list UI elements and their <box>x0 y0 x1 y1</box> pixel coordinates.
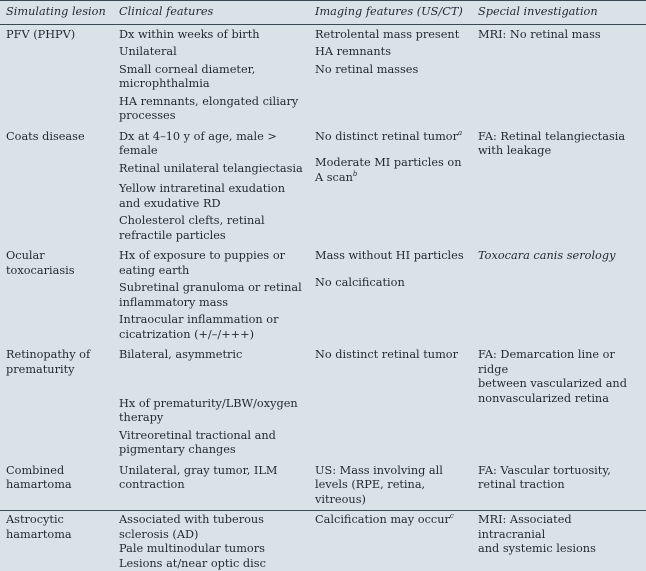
imaging-cell: No distinct retinal tumor <box>315 348 458 361</box>
clinical-cell: Bilateral, asymmetric Hx of prematurity/LBW/oxygen therapy Vitreoretinal tractional and pigmentary changes <box>119 348 298 456</box>
header-simulating-lesion: Simulating lesion <box>0 1 113 25</box>
table-row <box>0 513 646 571</box>
footnote-marker: a <box>458 128 463 137</box>
table-bottom-rule <box>0 510 646 511</box>
table-row <box>0 348 646 464</box>
special-cell: Toxocara canis serology <box>478 249 616 262</box>
lesion-cell: PFV (PHPV) <box>6 27 76 41</box>
imaging-cell: No distinct retinal tumor$^a$ Moderate MI particles on A scan$^b$ <box>315 128 463 184</box>
lesion-cell: Coats disease <box>6 129 85 143</box>
table-row <box>0 464 646 514</box>
special-cell: MRI: Associated intracranial and systemic lesions <box>478 513 596 555</box>
imaging-cell: Retrolental mass present HA remnants No retinal masses <box>315 27 460 76</box>
special-cell: FA: Demarcation line or ridge between vascularized and nonvascularized retina <box>478 348 627 405</box>
table-row <box>0 24 646 130</box>
clinical-cell: Associated with tuberous sclerosis (AD) Pale multinodular tumors Lesions at/near optic disc <box>119 513 266 570</box>
clinical-cell: Dx within weeks of birth Unilateral Small corneal diameter, microphthalmia HA remnants, elongated ciliary processes <box>119 27 299 122</box>
lesion-cell: Combined hamartoma <box>6 463 72 491</box>
lesion-cell: Astrocytic hamartoma <box>6 513 72 541</box>
clinical-cell: Hx of exposure to puppies or eating earth Subretinal granuloma or retinal inflammatory mass Intraocular inflammation or cicatrization (+/–/+++) <box>119 249 302 341</box>
special-cell: MRI: No retinal mass <box>478 27 601 41</box>
lesion-cell: Retinopathy of prematurity <box>6 348 91 376</box>
table-row <box>0 249 646 348</box>
table-header-row <box>0 1 646 25</box>
lesion-cell: Ocular toxocariasis <box>6 249 75 277</box>
imaging-cell: US: Mass involving all levels (RPE, retina, vitreous) <box>315 463 443 506</box>
clinical-cell: Dx at 4–10 y of age, male > female Retinal unilateral telangiectasia Yellow intraretinal exudation and exudative RD Cholesterol clefts, retinal refractile particles <box>119 129 303 242</box>
imaging-cell: Calcification may occur$^c$ <box>315 512 454 526</box>
footnote-marker: b <box>352 169 358 178</box>
header-imaging-features: Imaging features (US/CT) <box>309 1 472 25</box>
footnote-marker: c <box>449 512 454 521</box>
special-cell: FA: Retinal telangiectasia with leakage <box>478 129 626 157</box>
header-special-investigation: Special investigation <box>472 1 646 25</box>
table-row <box>0 130 646 250</box>
imaging-cell: Mass without HI particles No calcification <box>315 249 464 289</box>
clinical-cell: Unilateral, gray tumor, ILM contraction <box>119 463 278 491</box>
header-clinical-features: Clinical features <box>113 1 309 25</box>
special-cell: FA: Vascular tortuosity, retinal traction <box>478 463 611 491</box>
